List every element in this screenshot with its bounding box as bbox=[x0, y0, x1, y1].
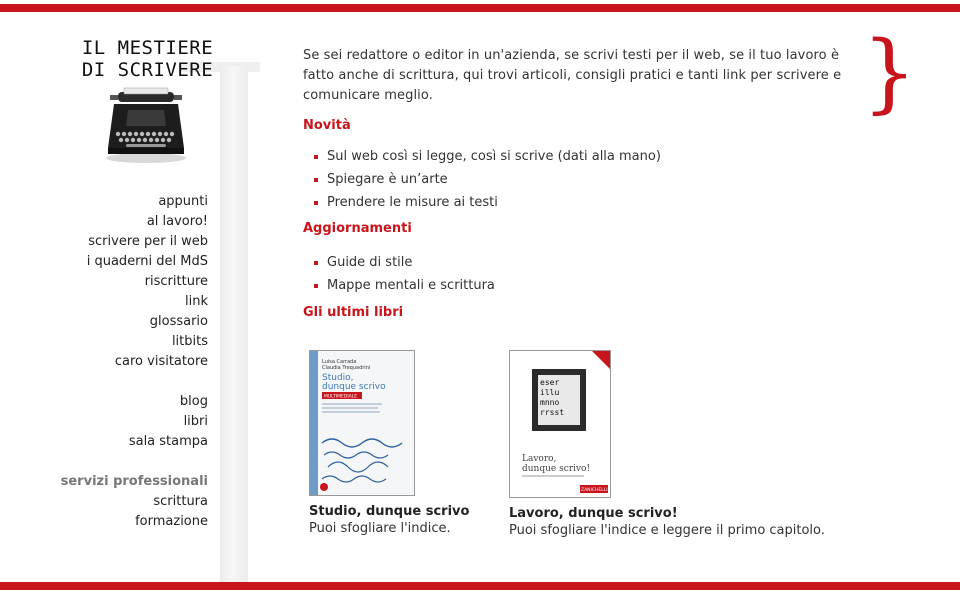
svg-text:Lavoro,: Lavoro, bbox=[522, 454, 557, 464]
main-navigation bbox=[40, 192, 208, 532]
decorative-pillar bbox=[220, 66, 248, 582]
cover-author-2: Claudia Trequadrini bbox=[322, 365, 371, 371]
svg-text:MULTIMEDIALE: MULTIMEDIALE bbox=[324, 394, 358, 400]
aggiornamenti-link-1[interactable]: Guide di stile bbox=[327, 255, 413, 270]
nav-blog[interactable]: blog bbox=[179, 394, 208, 409]
top-red-bar bbox=[0, 4, 960, 12]
cover-author-1: Luisa Carrada bbox=[322, 359, 357, 365]
book-cover-lavoro[interactable] bbox=[509, 350, 611, 498]
svg-text:Claudia Trequadrini bbox=[322, 365, 370, 371]
book-title-lavoro[interactable]: Lavoro, dunque scrivo! bbox=[509, 506, 678, 521]
novita-link-3[interactable]: Prendere le misure ai testi bbox=[327, 195, 498, 210]
list-item bbox=[327, 145, 848, 168]
svg-text:illu: illu bbox=[540, 388, 560, 397]
typewriter-icon bbox=[104, 86, 188, 164]
main-content bbox=[303, 46, 848, 320]
book-card-lavoro bbox=[509, 350, 825, 538]
books-section bbox=[303, 350, 863, 550]
logo-line-1: IL MESTIERE bbox=[81, 37, 214, 59]
novita-list bbox=[303, 145, 848, 214]
decorative-brace: } bbox=[862, 23, 917, 123]
list-item bbox=[327, 251, 848, 274]
list-item bbox=[327, 191, 848, 214]
nav-appunti[interactable]: appunti bbox=[158, 194, 208, 209]
nav-services-heading: servizi professionali bbox=[60, 474, 208, 489]
svg-text:dunque scrivo: dunque scrivo bbox=[322, 382, 386, 392]
list-item bbox=[327, 168, 848, 191]
intro-text: Se sei redattore o editor in un'azienda, se scrivi testi per il web, se il tuo lavoro è fatto anche di scrittura, qui trovi articoli, consigli pratici e tanti link per scrivere e comunicare meglio. bbox=[303, 48, 842, 103]
nav-link[interactable]: link bbox=[185, 294, 208, 309]
list-item bbox=[327, 274, 848, 297]
nav-litbits[interactable]: litbits bbox=[171, 334, 208, 349]
book-cover-studio[interactable] bbox=[309, 350, 415, 496]
novita-heading: Novità bbox=[303, 118, 351, 133]
site-logo[interactable] bbox=[70, 37, 225, 81]
book-note-lavoro: Puoi sfogliare l'indice e leggere il primo capitolo. bbox=[509, 523, 825, 538]
nav-formazione[interactable]: formazione bbox=[135, 514, 208, 529]
nav-al-lavoro[interactable]: al lavoro! bbox=[146, 214, 208, 229]
book-card-studio bbox=[309, 350, 469, 536]
bottom-red-bar bbox=[0, 582, 960, 590]
nav-riscritture[interactable]: riscritture bbox=[144, 274, 208, 289]
svg-text:dunque scrivo!: dunque scrivo! bbox=[522, 464, 591, 474]
nav-caro-visitatore[interactable]: caro visitatore bbox=[114, 354, 208, 369]
libri-heading: Gli ultimi libri bbox=[303, 305, 404, 320]
svg-text:mnno: mnno bbox=[540, 398, 560, 407]
aggiornamenti-heading: Aggiornamenti bbox=[303, 221, 412, 236]
aggiornamenti-list bbox=[303, 251, 848, 297]
nav-scrivere-per-il-web[interactable]: scrivere per il web bbox=[88, 234, 208, 249]
svg-text:ZANICHELLI: ZANICHELLI bbox=[581, 488, 608, 493]
book-note-studio: Puoi sfogliare l'indice. bbox=[309, 521, 451, 536]
novita-link-2[interactable]: Spiegare è un’arte bbox=[327, 172, 448, 187]
svg-text:rrsst: rrsst bbox=[540, 408, 565, 417]
nav-quaderni[interactable]: i quaderni del MdS bbox=[86, 254, 208, 269]
nav-spacer bbox=[40, 452, 208, 472]
nav-spacer bbox=[40, 372, 208, 392]
nav-scrittura[interactable]: scrittura bbox=[153, 494, 208, 509]
nav-sala-stampa[interactable]: sala stampa bbox=[128, 434, 208, 449]
svg-text:eser: eser bbox=[540, 378, 560, 387]
logo-line-2: DI SCRIVERE bbox=[81, 59, 214, 81]
book-title-studio[interactable]: Studio, dunque scrivo bbox=[309, 504, 470, 519]
nav-libri[interactable]: libri bbox=[183, 414, 208, 429]
svg-text:Studio,: Studio, bbox=[322, 373, 354, 383]
aggiornamenti-link-2[interactable]: Mappe mentali e scrittura bbox=[327, 278, 495, 293]
novita-link-1[interactable]: Sul web così si legge, così si scrive (dati alla mano) bbox=[327, 149, 661, 164]
nav-glossario[interactable]: glossario bbox=[149, 314, 208, 329]
